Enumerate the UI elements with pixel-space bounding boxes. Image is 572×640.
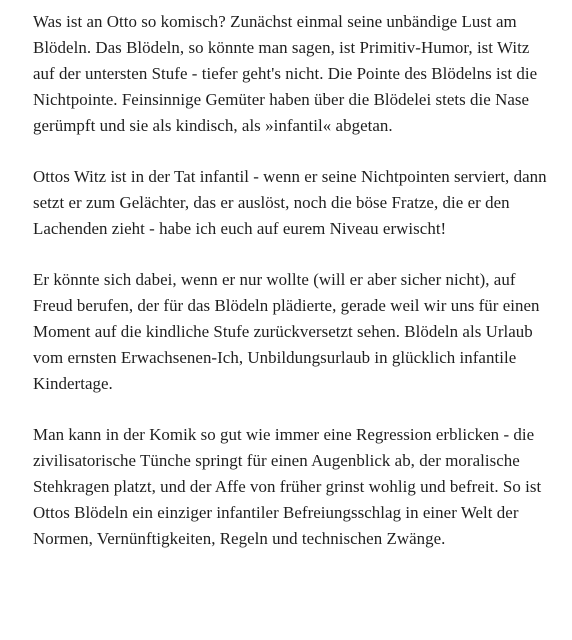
paragraph-1: Was ist an Otto so komisch? Zunächst einmal seine unbändige Lust am Blödeln. Das Blödeln, so könnte man sagen, ist Primitiv-Humor, ist Witz auf der untersten Stufe - tiefer geht's nicht. Die Pointe des Blödelns ist die Nichtpointe. Feinsinnige Gemüter haben über die Blödelei stets die Nase gerümpft und sie als kindisch, als »infantil« abgetan. (33, 12, 538, 135)
paragraph-4: Man kann in der Komik so gut wie immer eine Regression erblicken - die zivilisatorische Tünche springt für einen Augenblick ab, der moralische Stehkragen platzt, und der Affe von früher grinst wohlig und befreit. So ist Ottos Blödeln ein einziger infantiler Befreiungsschlag in einer Welt der Normen, Vernünftigkeiten, Regeln und technischen Zwänge. (33, 425, 542, 548)
paragraph-3: Er könnte sich dabei, wenn er nur wollte (will er aber sicher nicht), auf Freud berufen, der für das Blödeln plädierte, gerade weil wir uns für einen Moment auf die kindliche Stufe zurückversetzt sehen. Blödeln als Urlaub vom ernsten Erwachsenen-Ich, Unbildungsurlaub in glücklich infantile Kindertage. (33, 270, 540, 393)
paragraph-2: Ottos Witz ist in der Tat infantil - wenn er seine Nichtpointen serviert, dann setzt er zum Gelächter, das er auslöst, noch die böse Fratze, die er den Lachenden zieht - habe ich euch auf eurem Niveau erwischt! (33, 167, 547, 238)
article-body (33, 9, 553, 577)
